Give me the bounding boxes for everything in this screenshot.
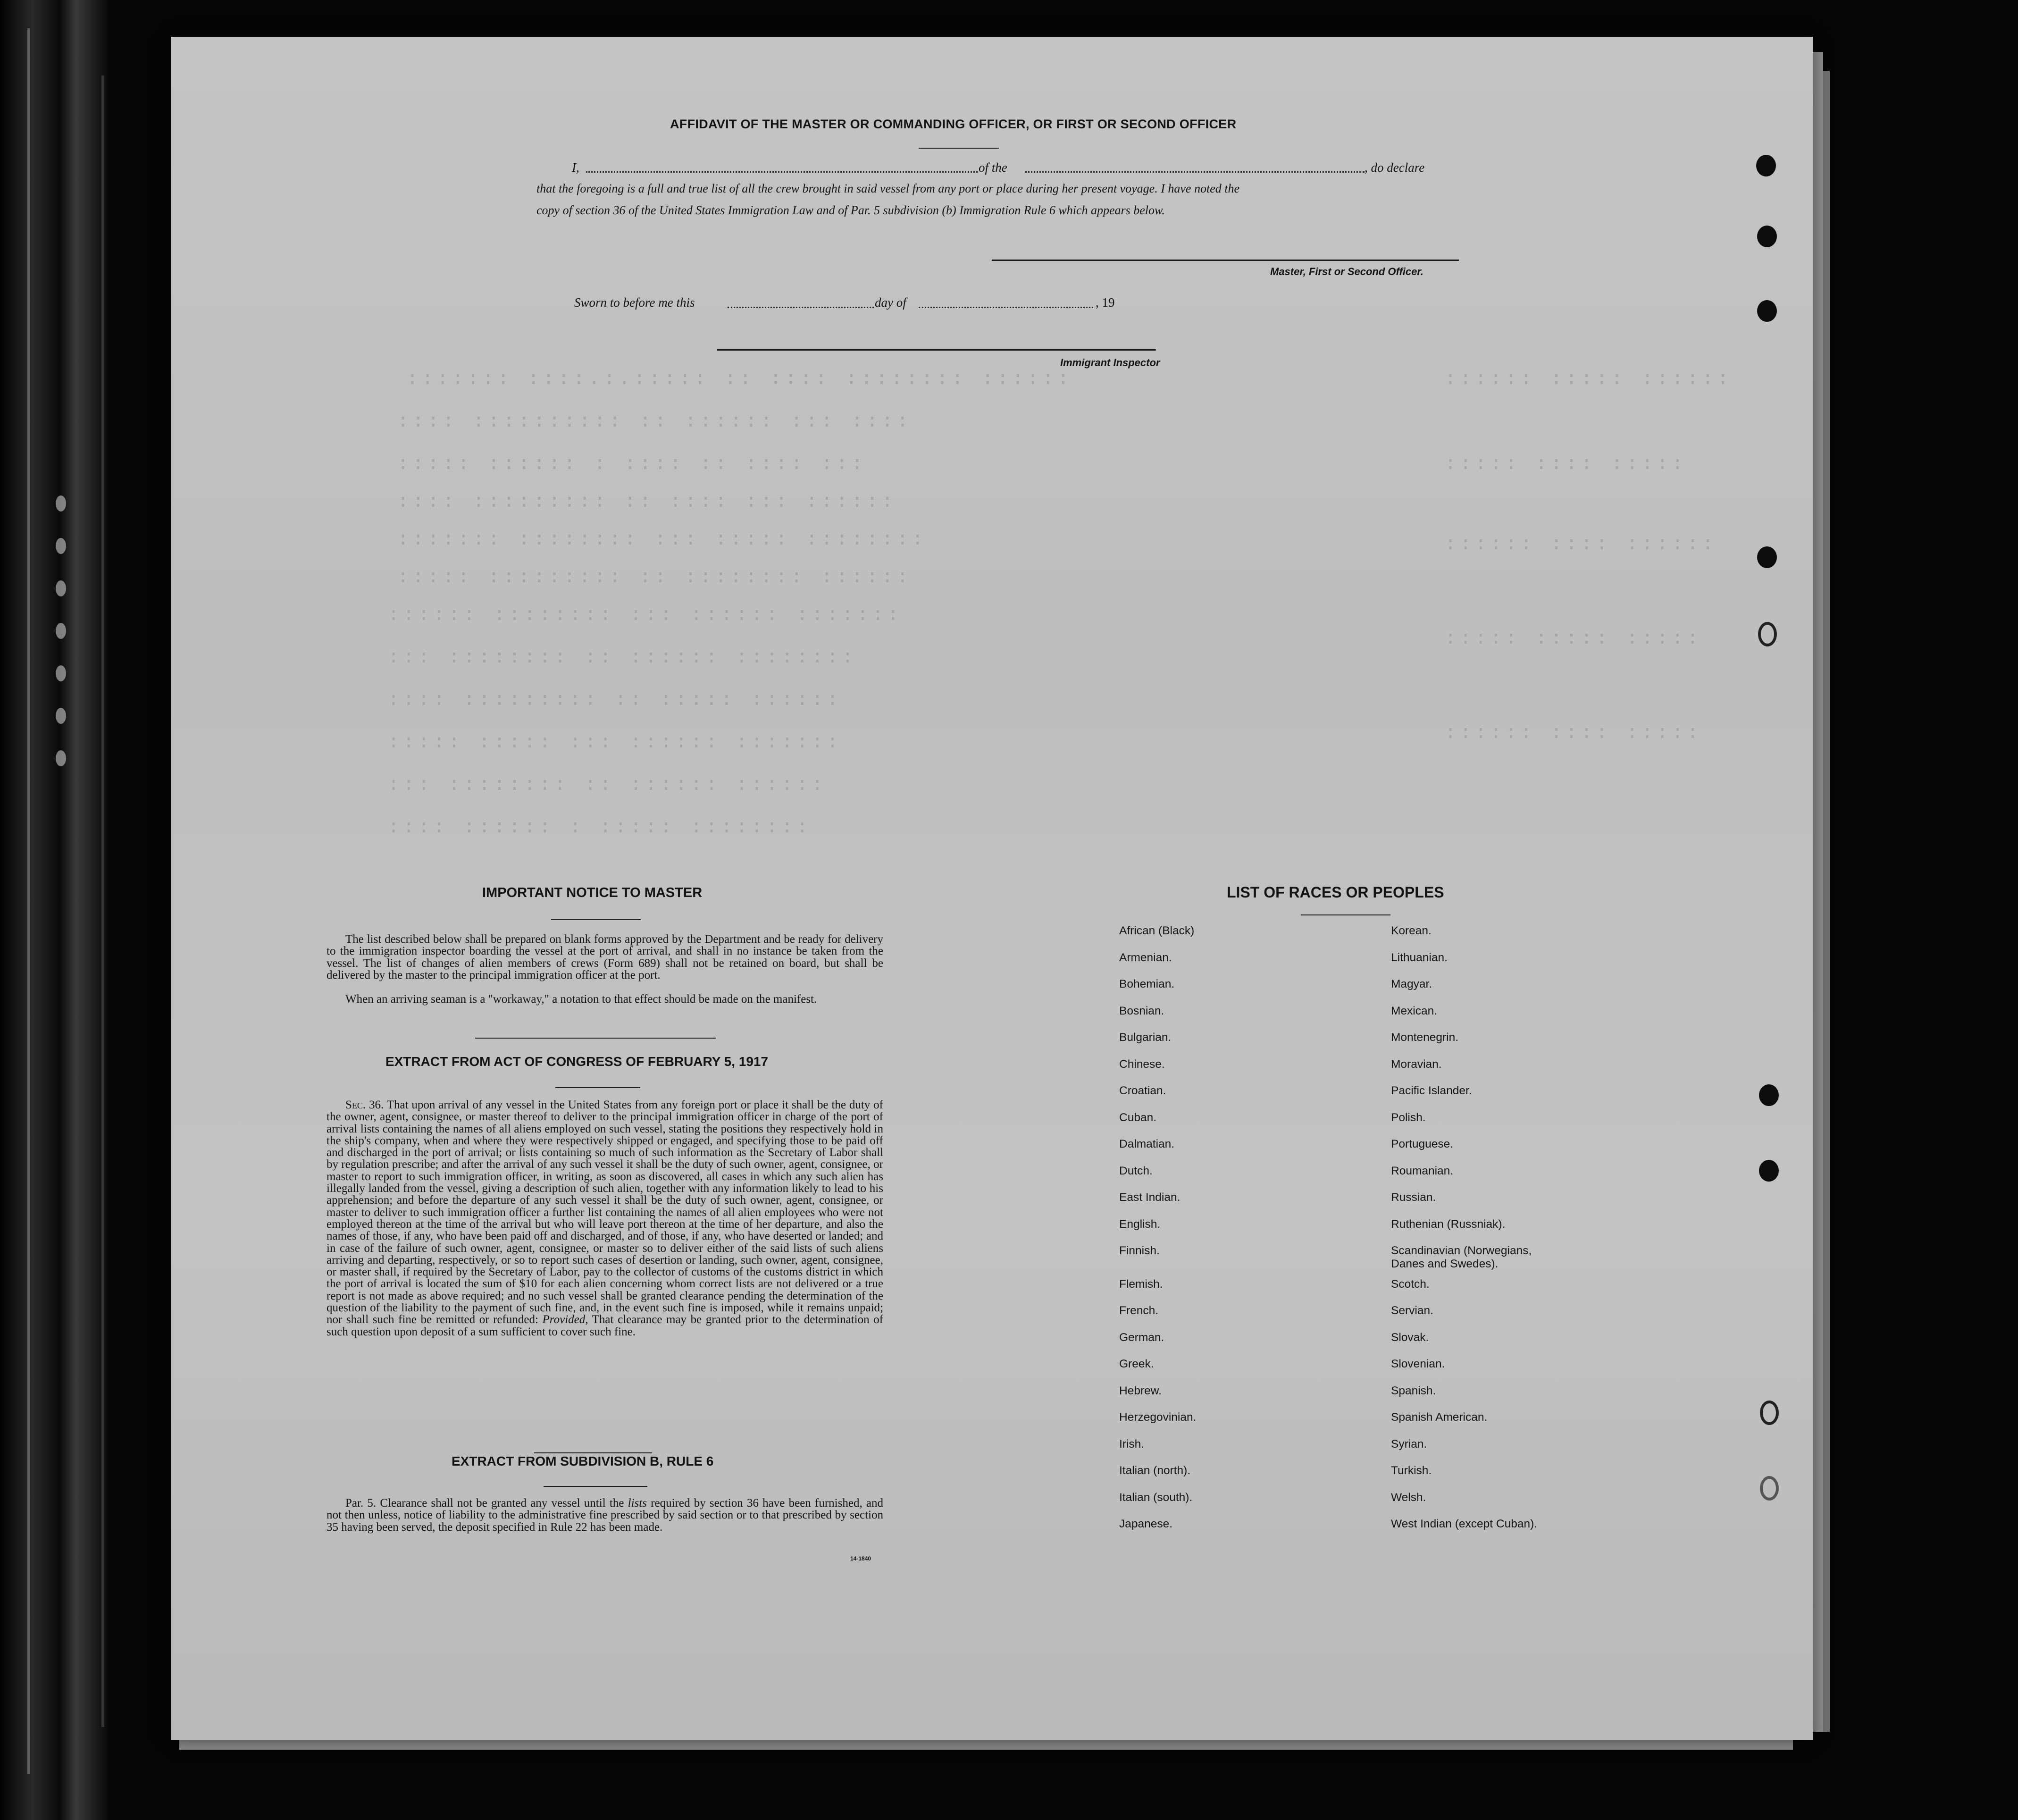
race-item: African (Black) [1119,924,1195,937]
proviso-text: That clearance may be granted prior to the determination of such question upon deposit of a sum sufficient to cover such fine. [327,1313,884,1338]
race-item: Hebrew. [1119,1384,1162,1397]
act-section-text: That upon arrival of any vessel in the United States from any foreign port or place it shall be the duty of the owner, agent, consignee, or master thereof to deliver to the principal immigration officer in charge of the port of arrival lists containing the names of all aliens employed on such vessel, stating the positions they respectively hold in the ship's company, when and where they were respectively shipped or engaged, and specifying those to be paid off and discharged in the port of arrival; or lists containing so much of such information as the Secretary of Labor shall by regulation prescribe; and after the arrival of any such vessel it shall be the duty of such owner, agent, consignee, or master to report to such immigration officer, in writing, as soon as discovered, all cases in which any such alien has illegally landed from the vessel, giving a description of such alien, together with any information likely to lead to his apprehension; and before the departure of any such vessel it shall be the duty of such owner, agent, consignee, or master to deliver to such immigration officer a further list containing the names of all alien employees who were not employed thereon at the time of the arrival but who will leave port thereon at the time of her departure, and also the names of those, if any, who have been paid off and discharged, and of those, if any, who have deserted or landed; and in case of the failure of such owner, agent, consignee, or master so to deliver either of the said lists of such aliens arriving and departing, respectively, or so to report such cases of desertion or landing, such owner, agent, consignee, or master shall, if required by the Secretary of Labor, pay to the collector of customs of the customs district in which the port of arrival is located the sum of $10 for each alien concerning whom correct lists are not delivered or a true report is not made as above required; and no such vessel shall be granted clearance pending the determination of the question of the liability to the payment of such fine, and, in the event such fine is imposed, while it remains unpaid; nor shall such fine be remitted or refunded: [327,1099,883,1326]
race-item: French. [1119,1304,1159,1317]
sworn-month-line[interactable] [919,307,1093,308]
section-label: Sec. 36. [345,1099,384,1111]
of-the-label: of the [979,160,1007,175]
race-item: Bohemian. [1119,978,1175,990]
do-declare-label: , do declare [1365,160,1425,175]
document-page [171,37,1813,1740]
film-margin-left [0,0,109,1820]
race-item: German. [1119,1331,1164,1344]
race-item: Bulgarian. [1119,1031,1172,1044]
bleed-through-text: :::::: :::: ::::: [1445,721,1702,743]
rule-extract-title: EXTRACT FROM SUBDIVISION B, RULE 6 [452,1454,714,1468]
inspector-caption: Immigrant Inspector [1060,357,1160,369]
year-label: , 19 [1096,295,1115,310]
bleed-through-text: ::: :::::::: :: :::::: :::::::: [388,646,857,667]
race-item: Cuban. [1119,1111,1157,1124]
affiant-name-line[interactable] [586,171,978,173]
form-code: 14-1840 [850,1555,871,1562]
race-item: Herzegovinian. [1119,1411,1197,1424]
race-item: Dalmatian. [1119,1138,1175,1150]
statement-line-1: that the foregoing is a full and true list of all the crew brought in said vessel from any port or place during her present voyage. I have noted the [536,182,1239,195]
race-item: Irish. [1119,1437,1145,1451]
bleed-through-text: :::: :::::::::: :: :::::: ::: :::: [397,410,912,431]
race-item: Polish. [1391,1111,1426,1124]
race-item: Armenian. [1119,951,1172,964]
bleed-through-text: ::::: ::::: ::: :::::: ::::::: [388,730,842,752]
sworn-label: Sworn to before me this [574,295,695,310]
act-section-36 [327,1099,883,1338]
notice-paragraph-1 [327,933,883,981]
punch-hole [1759,1160,1779,1182]
bleed-through-text: :::: ::::::::: :: ::::: :::::: [388,688,842,710]
sheet-edge-right-2 [1823,71,1830,1732]
divider [919,148,999,149]
races-title: LIST OF RACES OR PEOPLES [1227,884,1444,901]
punch-hole [1760,1476,1779,1501]
race-item: Welsh. [1391,1491,1426,1504]
race-item: Roumanian. [1391,1164,1454,1177]
bleed-through-text: :::: ::::::::: :: :::: ::: :::::: [397,490,897,512]
race-item: Servian. [1391,1304,1433,1317]
race-item: Turkish. [1391,1464,1432,1477]
statement-line-2: copy of section 36 of the United States Immigration Law and of Par. 5 subdivision (b) Immigration Rule 6 which appears below. [536,203,1165,217]
notice-paragraph-1-text: The list described below shall be prepared on blank forms approved by the Department and be ready for delivery to the immigration inspector boarding the vessel at the port of arrival, and shall in no instance be taken from the vessel. The list of changes of alien members of crews (Form 689) shall not be retained on board, but shall be delivered by the master to the principal immigration officer at the port. [327,933,883,981]
notice-paragraph-2 [327,993,883,1005]
inspector-signature-line[interactable] [717,349,1156,351]
bleed-through-text: :::: :::::: : ::::: :::::::: [388,815,812,837]
race-item: Italian (south). [1119,1491,1193,1504]
bleed-through-text: ::::::: ::::.:.::::: :: :::: :::::::: :::::: [407,367,1073,389]
bleed-through-text: ::::::: :::::::: ::: ::::: :::::::: [397,528,927,549]
race-item: East Indian. [1119,1191,1181,1204]
vessel-name-line[interactable] [1025,171,1365,173]
punch-hole [1756,155,1776,176]
race-item: Magyar. [1391,978,1432,990]
rule-paragraph-5 [327,1497,883,1533]
sheet-edge-right [1813,52,1823,1732]
race-item: Slovak. [1391,1331,1429,1344]
race-item: Pacific Islander. [1391,1084,1472,1097]
race-item: Lithuanian. [1391,951,1448,964]
punch-hole [1757,226,1777,247]
master-signature-line[interactable] [992,260,1459,261]
punch-hole [1757,300,1777,322]
punch-hole [1759,1084,1779,1106]
race-item: Moravian. [1391,1057,1442,1071]
race-item: Russian. [1391,1191,1436,1204]
race-item: English. [1119,1217,1161,1231]
race-item: Greek. [1119,1358,1154,1370]
divider [551,919,641,920]
race-item: Italian (north). [1119,1464,1191,1477]
affidavit-title: AFFIDAVIT OF THE MASTER OR COMMANDING OFFICER, OR FIRST OR SECOND OFFICER [670,117,1237,131]
bleed-through-text: ::::: ::::: ::::: [1445,627,1702,648]
notice-paragraph-2-text: When an arriving seaman is a "workaway," a notation to that effect should be made on the manifest. [345,993,817,1006]
race-item: Spanish American. [1391,1411,1488,1424]
rule-text-before: Par. 5. Clearance shall not be granted any vessel until the [345,1497,624,1510]
lists-word: lists [628,1497,647,1510]
race-item: Portuguese. [1391,1138,1454,1150]
master-signature-caption: Master, First or Second Officer. [1270,266,1423,277]
proviso-label: Provided, [542,1313,588,1326]
race-item: Japanese. [1119,1518,1173,1530]
race-item: Flemish. [1119,1277,1163,1291]
bleed-through-text: ::::: :::::: : :::: :: :::: ::: [397,452,867,474]
race-item: Montenegrin. [1391,1031,1459,1044]
race-item: Korean. [1391,924,1432,937]
bleed-through-text: :::::: :::: :::::: [1445,532,1717,554]
act-extract-title: EXTRACT FROM ACT OF CONGRESS OF FEBRUARY 5, 1917 [385,1054,769,1069]
race-item: Slovenian. [1391,1358,1445,1370]
divider [1301,914,1390,915]
rule-text-after: required by section 36 have been furnished, and not then unless, notice of liability to the administrative fine prescribed by said section or to that prescribed by section 35 having been served, the deposit specified in Rule 22 has been made. [327,1497,884,1534]
race-item: Spanish. [1391,1384,1436,1397]
race-item: Scandinavian (Norwegians, Danes and Swedes). [1391,1244,1532,1270]
bleed-through-text: ::: :::::::: :: :::::: :::::: [388,773,827,795]
bleed-through-text: :::::: :::::::: ::: :::::: ::::::: [388,603,903,625]
race-item: Chinese. [1119,1057,1165,1071]
punch-hole [1760,1401,1779,1425]
sheet-edge-bottom [179,1740,1793,1750]
affiant-label: I, [572,160,579,175]
race-item: Scotch. [1391,1277,1430,1291]
race-item: Syrian. [1391,1437,1427,1451]
race-item: Croatian. [1119,1084,1166,1097]
divider [475,1038,716,1039]
race-item: Finnish. [1119,1244,1160,1257]
divider [544,1486,647,1487]
sworn-day-line[interactable] [728,307,874,308]
bleed-through-text: ::::: :::: ::::: [1445,452,1687,474]
punch-hole [1757,546,1777,568]
race-item: Dutch. [1119,1164,1153,1177]
divider [534,1452,652,1453]
punch-hole [1758,622,1777,646]
bleed-through-text: ::::: ::::::::: :: :::::::: :::::: [397,565,912,587]
race-item: West Indian (except Cuban). [1391,1518,1538,1530]
race-item: Ruthenian (Russniak). [1391,1217,1506,1231]
race-item: Mexican. [1391,1004,1438,1017]
notice-title: IMPORTANT NOTICE TO MASTER [482,885,703,900]
day-of-label: day of [875,295,906,310]
bleed-through-text: :::::: ::::: :::::: [1445,367,1733,389]
race-item: Bosnian. [1119,1004,1164,1017]
divider [555,1087,640,1088]
